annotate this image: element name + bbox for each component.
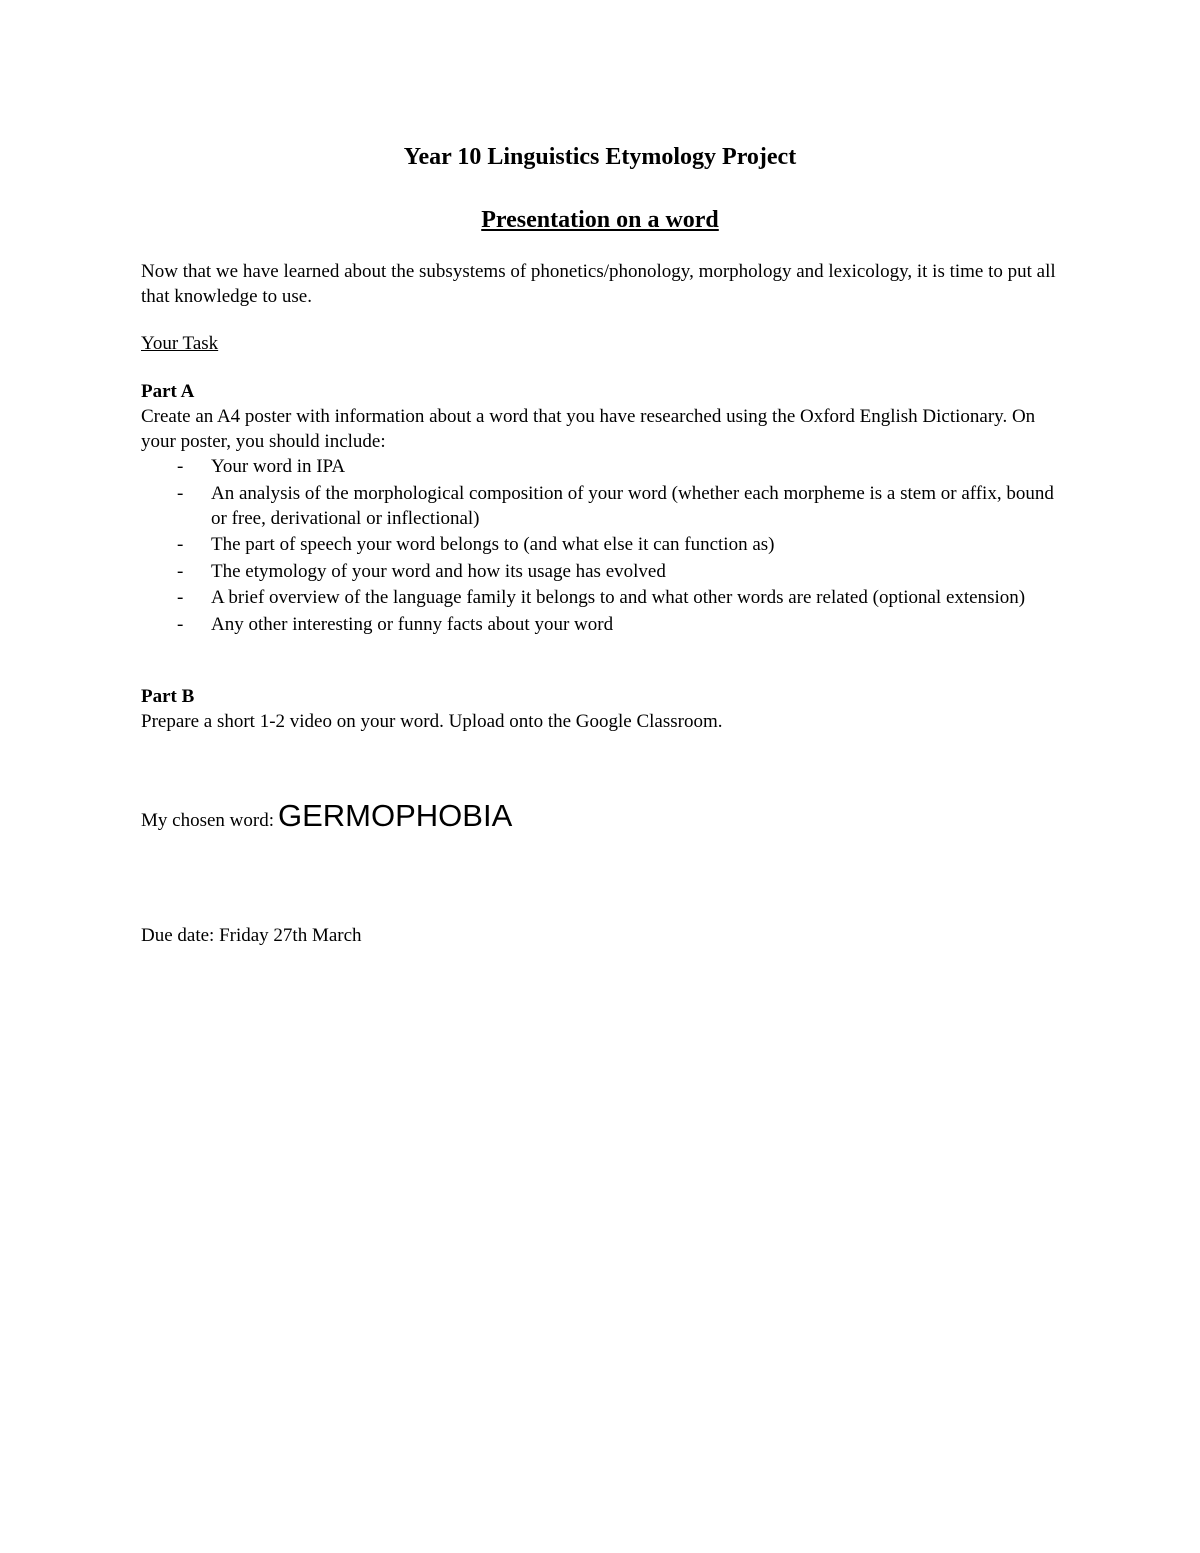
part-a-heading: Part A — [141, 381, 195, 402]
chosen-word-label: My chosen word: — [141, 810, 274, 831]
chosen-word-line — [141, 796, 512, 841]
part-b-description: Prepare a short 1-2 video on your word. Upload onto the Google Classroom. — [141, 711, 723, 732]
list-item — [141, 532, 1061, 557]
list-item-text: Any other interesting or funny facts about your word — [211, 613, 614, 635]
dash-bullet: - — [177, 534, 184, 555]
list-item-text: A brief overview of the language family it belongs to and what other words are related (optional extension) — [211, 587, 1026, 608]
dash-bullet: - — [177, 456, 184, 477]
list-item — [141, 481, 1061, 531]
due-date: Due date: Friday 27th March — [141, 925, 362, 946]
dash-bullet: - — [177, 560, 184, 582]
list-item-text: Your word in IPA — [211, 456, 346, 477]
part-a-description: Create an A4 poster with information about a word that you have researched using the Oxford English Dictionary. On your poster, you should include: — [141, 406, 1036, 452]
list-item — [141, 559, 1061, 584]
dash-bullet: - — [177, 587, 184, 608]
list-item-text: An analysis of the morphological composition of your word (whether each morpheme is a stem or affix, bound or free, derivational or inflectional) — [211, 482, 1054, 529]
chosen-word: GERMOPHOBIA — [277, 798, 513, 833]
list-item — [141, 585, 1061, 610]
dash-bullet: - — [177, 482, 184, 504]
list-item-text: The part of speech your word belongs to (and what else it can function as) — [211, 534, 775, 555]
intro-paragraph: Now that we have learned about the subsystems of phonetics/phonology, morphology and lexicology, it is time to put all that knowledge to use. — [141, 261, 1056, 307]
task-heading: Your Task — [141, 333, 219, 354]
list-item-text: The etymology of your word and how its usage has evolved — [211, 560, 666, 582]
dash-bullet: - — [177, 613, 184, 635]
list-item — [141, 612, 1061, 637]
document-title: Year 10 Linguistics Etymology Project — [403, 144, 797, 170]
part-b-heading: Part B — [141, 686, 195, 707]
document-subtitle: Presentation on a word — [481, 207, 719, 233]
requirements-list — [141, 454, 1061, 638]
list-item — [141, 454, 1061, 479]
